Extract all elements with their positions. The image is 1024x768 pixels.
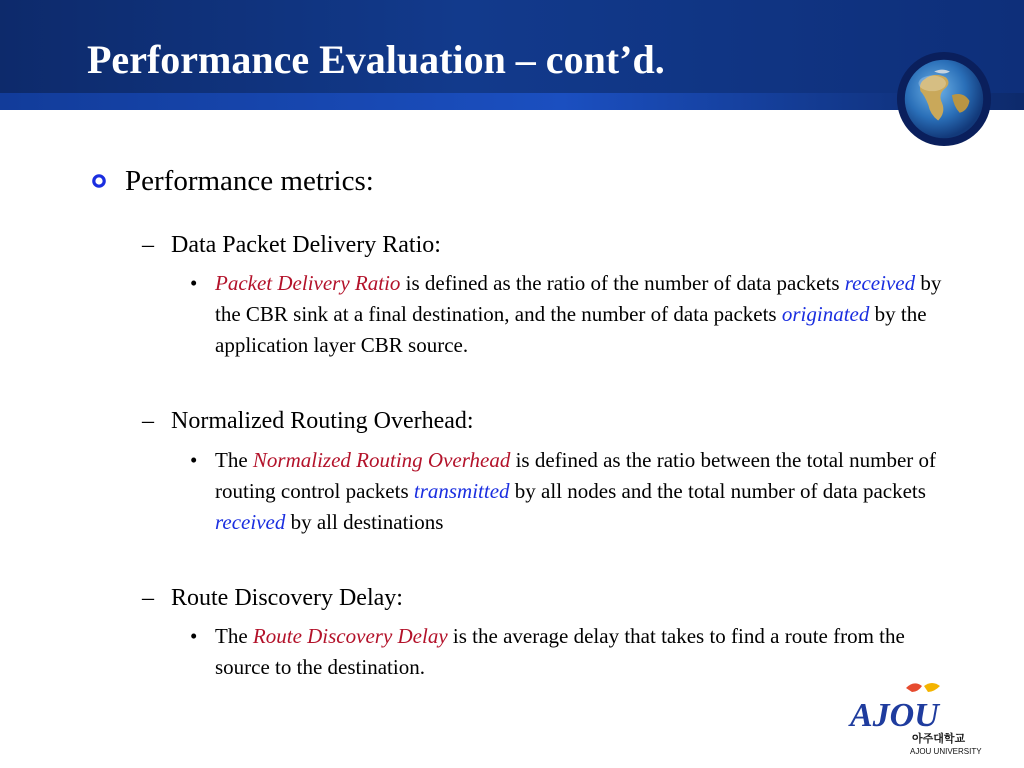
keyword-run: received bbox=[844, 271, 916, 295]
slide-title: Performance Evaluation – cont’d. bbox=[87, 37, 665, 82]
term-run: Normalized Routing Overhead bbox=[252, 448, 511, 472]
description-text bbox=[215, 445, 960, 538]
dot-bullet: • bbox=[190, 448, 198, 472]
title-bar-stripe bbox=[0, 93, 1024, 110]
dash-marker: – bbox=[142, 408, 154, 434]
term-run: Route Discovery Delay bbox=[252, 624, 448, 648]
keyword-run: received bbox=[215, 510, 286, 534]
term-run: Packet Delivery Ratio bbox=[215, 271, 401, 295]
metric-description bbox=[190, 268, 960, 361]
dot-bullet: • bbox=[190, 271, 198, 295]
metric-label: Route Discovery Delay: bbox=[171, 585, 403, 611]
text-run: The bbox=[215, 448, 253, 472]
globe-icon bbox=[895, 50, 993, 148]
keyword-run: transmitted bbox=[413, 479, 510, 503]
text-run: is the average delay that takes to find a route from the source to the destination. bbox=[215, 624, 905, 679]
dash-marker: – bbox=[142, 232, 154, 258]
logo-english-name: AJOU UNIVERSITY bbox=[910, 747, 982, 756]
text-run: by all destinations bbox=[285, 510, 444, 534]
text-run: by the CBR sink at a final destination, and the number of data packets bbox=[215, 271, 942, 326]
description-text bbox=[215, 268, 960, 361]
title-bar bbox=[0, 0, 1024, 110]
text-run: The bbox=[215, 624, 253, 648]
logo-korean-name: 아주대학교 bbox=[912, 732, 966, 745]
metric-label: Normalized Routing Overhead: bbox=[171, 408, 474, 434]
dash-marker: – bbox=[142, 585, 154, 611]
metric-label: Data Packet Delivery Ratio: bbox=[171, 232, 441, 258]
ajou-university-logo bbox=[848, 678, 982, 758]
metric-description bbox=[190, 445, 960, 538]
dot-bullet: • bbox=[190, 624, 198, 648]
text-run: is defined as the ratio of the number of data packets bbox=[400, 271, 845, 295]
heading-text: Performance metrics: bbox=[125, 165, 374, 197]
metric-description bbox=[190, 621, 960, 683]
logo-wordmark: AJOU bbox=[850, 697, 939, 734]
text-run: by the application layer CBR source. bbox=[215, 302, 927, 357]
description-text bbox=[215, 621, 960, 683]
ring-bullet-icon bbox=[92, 174, 106, 188]
text-run: is defined as the ratio between the total number of routing control packets bbox=[215, 448, 937, 503]
keyword-run: originated bbox=[781, 302, 870, 326]
text-run: by all nodes and the total number of data packets bbox=[509, 479, 926, 503]
